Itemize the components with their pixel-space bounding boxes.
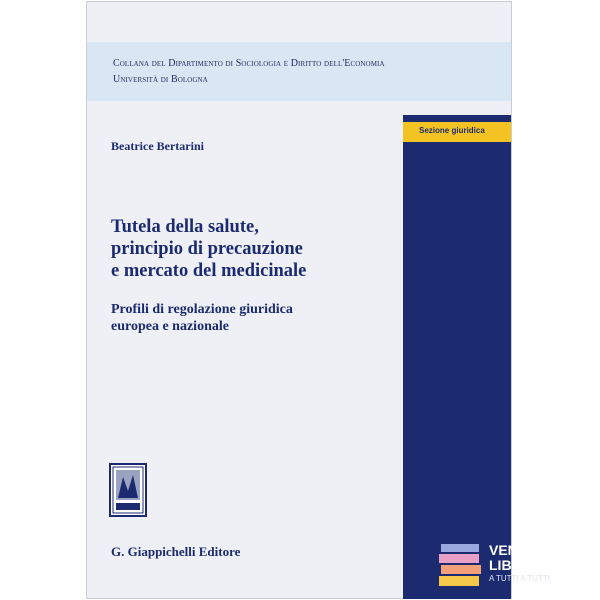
- book-title: [111, 216, 401, 282]
- subtitle-line: europea e nazionale: [111, 319, 229, 334]
- watermark-logo: [439, 542, 589, 592]
- section-tag: [403, 122, 511, 142]
- blue-column: [403, 115, 511, 599]
- book-stack-icon: [439, 542, 483, 592]
- title-line: e mercato del medicinale: [111, 261, 307, 281]
- watermark-line3: A TUTTI A TUTTI: [489, 574, 551, 583]
- book-cover: [86, 1, 565, 599]
- book-subtitle: [111, 301, 401, 335]
- section-tag-label: Sezione giuridica: [419, 126, 485, 135]
- watermark-line2: LIBRI: [489, 557, 526, 573]
- university-name: Università di Bologna: [113, 74, 208, 85]
- series-title: Collana del Dipartimento di Sociologia e Diritto dell'Economia: [113, 58, 385, 69]
- author-name: Beatrice Bertarini: [111, 139, 204, 153]
- watermark-line1: VENDIAMO: [489, 542, 565, 558]
- title-line: principio di precauzione: [111, 239, 303, 259]
- title-line: Tutela della salute,: [111, 217, 259, 237]
- series-band: [87, 42, 511, 101]
- publisher-emblem-icon: [109, 463, 147, 517]
- subtitle-line: Profili di regolazione giuridica: [111, 302, 293, 317]
- publisher-name: G. Giappichelli Editore: [111, 544, 241, 559]
